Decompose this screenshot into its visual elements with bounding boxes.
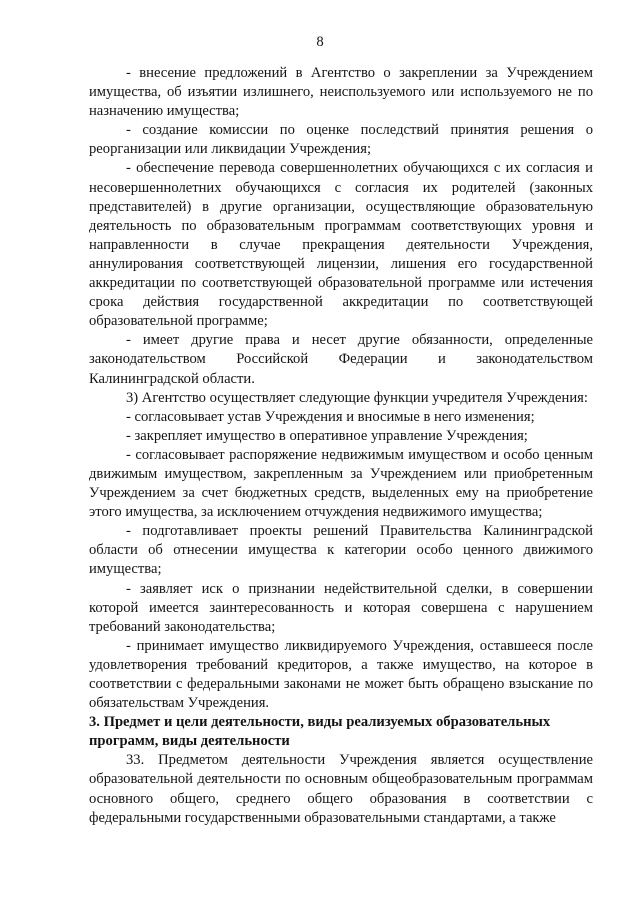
section-heading [89, 713, 593, 751]
paragraph: - имеет другие права и несет другие обязанности, определенные законодательством Российской Федерации и законодательством Калининградской области. [89, 332, 593, 387]
paragraph: - заявляет иск о признании недействительной сделки, в совершении которой имеется заинтересованность и которая совершена с нарушением требований законодательства; [89, 580, 593, 635]
paragraph: - закрепляет имущество в оперативное управление Учреждения; [126, 427, 528, 444]
paragraph: - принимает имущество ликвидируемого Учреждения, оставшееся после удовлетворения требований кредиторов, а также имущество, на которое в соответствии с федеральными законами не может быть обращено взыскание по обязательствам Учреждения. [89, 637, 593, 712]
section-heading-line: 3. Предмет и цели деятельности, виды реализуемых образовательных [89, 714, 551, 731]
paragraph: - согласовывает распоряжение недвижимым имуществом и особо ценным движимым имуществом, закрепленным за Учреждением или приобретенным Учреждением за счет бюджетных средств, выделенных ему на приобретение этого имущества, за исключением отчуждения недвижимого имущества; [89, 446, 593, 521]
paragraph: - обеспечение перевода совершеннолетних обучающихся с их согласия и несовершеннолетних обучающихся с согласия их родителей (законных представителей) в другие организации, осуществляющие образовательную деятельность по образовательным программам соответствующих уровня и направленности в случае прекращения деятельности Учреждения, аннулирования соответствующей лицензии, лишения его государственной аккредитации по соответствующей образовательной программе или истечения срока действия государственной аккредитации по соответствующей образовательной программе; [89, 160, 593, 330]
paragraph: - создание комиссии по оценке последствий принятия решения о реорганизации или ликвидации Учреждения; [89, 122, 593, 158]
paragraph: 33. Предметом деятельности Учреждения является осуществление образовательной деятельности по основным общеобразовательным программам основного общего, среднего общего образования в соответствии с федеральными государственными образовательными стандартами, а также [89, 752, 593, 826]
paragraph: - согласовывает устав Учреждения и вносимые в него изменения; [126, 408, 535, 425]
section-heading-line: программ, виды деятельности [89, 733, 290, 750]
page-number: 8 [316, 34, 324, 50]
paragraph: - внесение предложений в Агентство о закреплении за Учреждением имущества, об изъятии излишнего, неиспользуемого или используемого не по назначению имущества; [89, 65, 593, 120]
document-body [89, 64, 593, 828]
paragraph: - подготавливает проекты решений Правительства Калининградской области об отнесении имущества к категории особо ценного движимого имущества; [89, 523, 593, 578]
paragraph: 3) Агентство осуществляет следующие функции учредителя Учреждения: [126, 389, 588, 406]
